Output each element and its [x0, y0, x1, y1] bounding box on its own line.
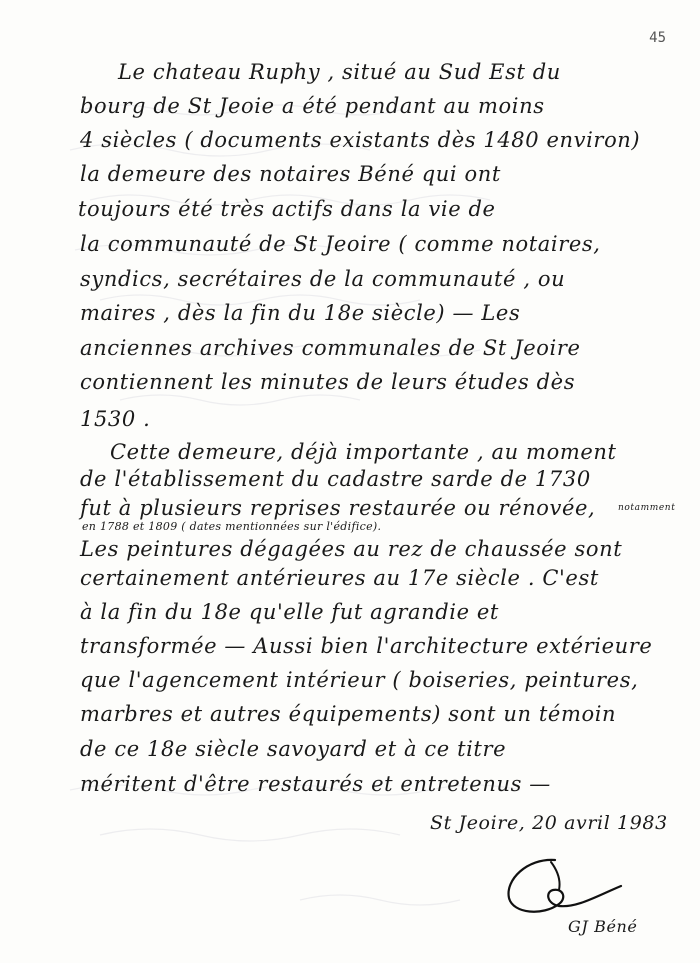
text-line-8: maires , dès la fin du 18e siècle) — Les	[80, 301, 521, 325]
text-line-9: anciennes archives communales de St Jeoire	[80, 336, 581, 360]
text-line-4: la demeure des notaires Béné qui ont	[80, 162, 501, 186]
text-line-12: Cette demeure, déjà importante , au moment	[110, 440, 617, 464]
text-line-7: syndics, secrétaires de la communauté , ou	[80, 267, 566, 291]
text-line-18: à la fin du 18e qu'elle fut agrandie et	[80, 600, 499, 624]
page-number: 45	[649, 30, 666, 46]
signature-mark	[497, 850, 627, 922]
text-line-19: transformée — Aussi bien l'architecture extérieure	[80, 634, 653, 658]
text-line-15: en 1788 et 1809 ( dates mentionnées sur l'édifice).	[82, 520, 382, 533]
text-line-16: Les peintures dégagées au rez de chaussée sont	[80, 537, 623, 561]
text-line-2: bourg de St Jeoie a été pendant au moins	[80, 94, 545, 118]
text-line-21: marbres et autres équipements) sont un témoin	[80, 702, 617, 726]
text-line-11: 1530 .	[80, 407, 151, 431]
text-line-10: contiennent les minutes de leurs études dès	[80, 370, 576, 394]
text-line-17: certainement antérieures au 17e siècle . C'est	[80, 566, 599, 590]
text-line-23: méritent d'être restaurés et entretenus —	[80, 772, 551, 796]
text-line-22: de ce 18e siècle savoyard et à ce titre	[80, 737, 507, 761]
annotation-notamment: notamment	[618, 503, 676, 513]
text-line-13: de l'établissement du cadastre sarde de 1730	[80, 467, 591, 491]
text-line-3: 4 siècles ( documents existants dès 1480 environ)	[80, 128, 641, 152]
text-line-5: toujours été très actifs dans la vie de	[78, 197, 496, 221]
text-line-1: Le chateau Ruphy , situé au Sud Est du	[118, 60, 561, 84]
text-line-14: fut à plusieurs reprises restaurée ou rénovée,	[80, 496, 596, 520]
text-line-20: que l'agencement intérieur ( boiseries, peintures,	[80, 668, 639, 692]
text-line-6: la communauté de St Jeoire ( comme notaires,	[80, 232, 601, 256]
place-date: St Jeoire, 20 avril 1983	[430, 812, 668, 834]
signature-name: GJ Béné	[568, 917, 638, 936]
